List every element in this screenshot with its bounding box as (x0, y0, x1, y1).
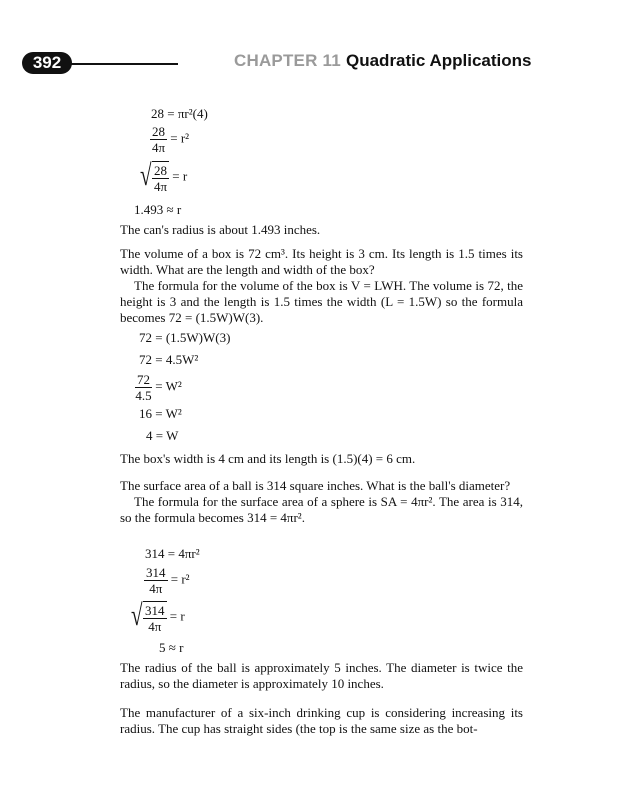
eq1-den2: 4π (151, 140, 166, 155)
eq3-num3: 314 (145, 603, 165, 618)
paragraph-box-answer: The box's width is 4 cm and its length is (1.5)(4) = 6 cm. (120, 451, 416, 466)
chapter-title: Quadratic Applications (346, 51, 532, 70)
eq1-line1: 28 = πr²(4) (151, 106, 208, 121)
eq2-line2: 72 = 4.5W² (139, 352, 199, 367)
eq3-line3: √ $\frac{314}{4\pi}$ = r (131, 599, 185, 634)
eq2-line4: 16 = W² (139, 406, 182, 421)
eq1-line3: √ $\frac{28}{4\pi}$ = r (140, 159, 188, 194)
eq3-line2 (144, 565, 190, 596)
eq2-num3: 72 (137, 372, 150, 387)
eq2-line1: 72 = (1.5W)W(3) (139, 330, 231, 345)
eq3-den2: 4π (149, 581, 163, 596)
header-rule (70, 63, 178, 65)
paragraph-ball-problem (120, 478, 523, 526)
eq3-rhs3: = r (169, 608, 185, 624)
eq2-den3: 4.5 (135, 388, 152, 403)
eq1-rhs2: = r² (170, 130, 190, 146)
eq1-line2 (150, 124, 189, 155)
eq2-rhs3: = W² (155, 378, 182, 394)
paragraph-can-radius: The can's radius is about 1.493 inches. (120, 222, 321, 237)
eq3-rhs2: = r² (170, 571, 190, 587)
page-header (0, 0, 635, 90)
paragraph-cup-problem: The manufacturer of a six-inch drinking cup is considering increasing its radius. The cup has straight sides (the top is the same size as the bot- (120, 705, 523, 736)
page-number: 392 (22, 52, 72, 74)
eq2-line5: 4 = W (146, 428, 179, 443)
eq1-den3: 4π (153, 179, 168, 194)
eq2-line3 (135, 372, 182, 403)
paragraph-box-problem (120, 246, 523, 326)
eq1-num2: 28 (152, 124, 165, 139)
box-solution: The formula for the volume of the box is V = LWH. The volume is 72, the height is 3 and the length is 1.5 times the width (L = 1.5W) so the formula becomes 72 = (1.5W)W(3). (120, 278, 523, 325)
ball-question: The surface area of a ball is 314 square inches. What is the ball's diameter? (120, 478, 511, 493)
eq3-den3: 4π (148, 619, 162, 634)
eq3-line1: 314 = 4πr² (145, 546, 200, 561)
box-question: The volume of a box is 72 cm³. Its height is 3 cm. Its length is 1.5 times its width. What are the length and width of the box? (120, 246, 523, 277)
eq1-num3: 28 (154, 163, 167, 178)
paragraph-ball-answer: The radius of the ball is approximately 5 inches. The diameter is twice the radius, so the diameter is approximately 10 inches. (120, 660, 523, 691)
eq1-line4: 1.493 ≈ r (134, 202, 182, 217)
chapter-label: CHAPTER 11 (234, 51, 341, 70)
eq3-line4: 5 ≈ r (159, 640, 184, 655)
eq1-rhs3: = r (172, 168, 188, 184)
eq3-num2: 314 (146, 565, 166, 580)
ball-solution: The formula for the surface area of a sphere is SA = 4πr². The area is 314, so the formula becomes 314 = 4πr². (120, 494, 523, 525)
